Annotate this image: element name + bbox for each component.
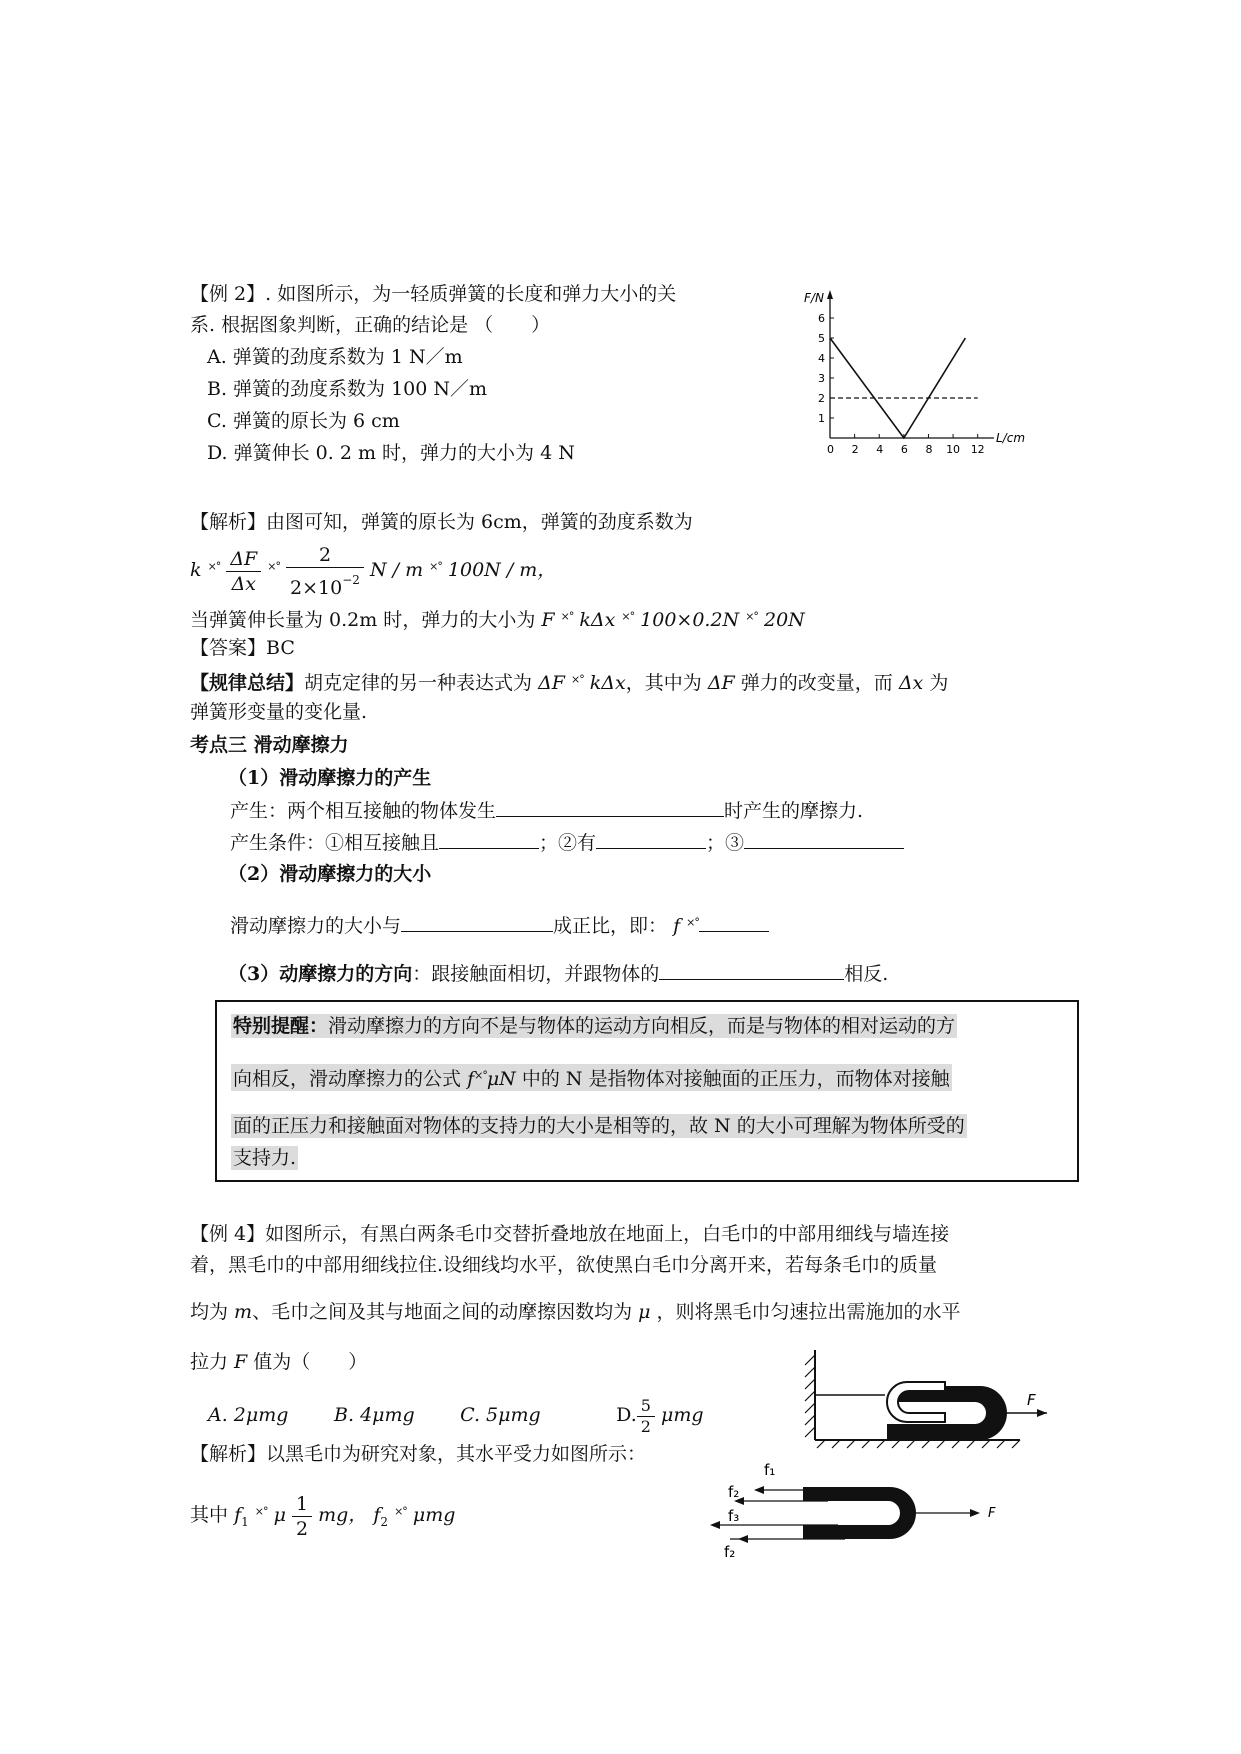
note-line4: 支持力. xyxy=(233,1147,297,1169)
note-line1: 特别提醒：滑动摩擦力的方向不是与物体的运动方向相反，而是与物体的相对运动的方 xyxy=(233,1015,956,1037)
analysis2-line1: 【解析】由图可知，弹簧的原长为 6cm，弹簧的劲度系数为 xyxy=(190,511,693,533)
y-tick-label: 2 xyxy=(818,392,825,405)
fig2-force-label: F xyxy=(988,1506,996,1521)
y-tick-label: 3 xyxy=(818,372,825,385)
blank-formula xyxy=(699,913,769,932)
analysis2-rule-line1: 【规律总结】胡克定律的另一种表达式为 ΔF ×° kΔx，其中为 ΔF 弹力的改变量，而 Δx 为 xyxy=(190,672,949,694)
fig1-force-label: F xyxy=(1027,1391,1036,1409)
x-tick-label: 8 xyxy=(925,443,933,456)
example4-line1: 【例 4】如图所示，有黑白两条毛巾交替折叠地放在地面上，白毛巾的中部用细线与墙连接 xyxy=(190,1223,950,1245)
example4-line4: 拉力 F 值为（ ） xyxy=(190,1351,368,1373)
special-reminder-box xyxy=(215,1000,1079,1182)
blank-direction xyxy=(659,961,844,980)
example2-option-c: C. 弹簧的原长为 6 cm xyxy=(207,410,400,432)
section3-conditions: 产生条件：①相互接触且 ；②有 ；③ xyxy=(230,830,904,855)
example4-line2: 着，黑毛巾的中部用细线拉住.设细线均水平，欲使黑白毛巾分离开来，若每条毛巾的质量 xyxy=(190,1254,938,1276)
example2-line1: 【例 2】. 如图所示，为一轻质弹簧的长度和弹力大小的关 xyxy=(190,283,677,305)
blank-condition-2 xyxy=(596,830,706,849)
analysis4-line2: 其中 $f_1$ ×° μ $\frac{1}{2}$ mg， $f_2$ ×° μmg xyxy=(190,1492,456,1540)
note-line3: 面的正压力和接触面对物体的支持力的大小是相等的，故 N 的大小可理解为物体所受的 xyxy=(233,1115,965,1137)
blank-condition-1 xyxy=(439,830,539,849)
analysis2-k-formula: k ×° $\frac{\Delta F}{\Delta x}$ ×° $\frac{2}{2\times 10^{-2}}$ N / m ×° 100N / m， xyxy=(190,543,557,599)
example4-options xyxy=(208,1388,704,1442)
example4-option-a: A. 2μmg xyxy=(208,1404,289,1426)
x-tick-label: 4 xyxy=(876,443,884,456)
y-tick-label: 1 xyxy=(818,412,825,425)
note-line2: 向相反，滑动摩擦力的公式 f×°μN 中的 N 是指物体对接触面的正压力，而物体对接触 xyxy=(231,1064,952,1091)
fig2-f1-label: f₁ xyxy=(764,1461,776,1479)
y-axis-arrow xyxy=(827,290,833,299)
fig2-f3-label: f₃ xyxy=(728,1507,740,1525)
section3-direction: （3）动摩擦力的方向：跟接触面相切，并跟物体的 相反. xyxy=(228,963,889,985)
fraction-delta-f-over-delta-x: $\frac{\Delta F}{\Delta x}$ xyxy=(226,547,261,596)
blank-size xyxy=(401,913,553,932)
example4-option-d: D. $\frac{5}{2}$ μmg xyxy=(616,1395,704,1436)
y-tick-label: 5 xyxy=(818,332,825,345)
section3-size: 滑动摩擦力的大小与 成正比，即： f ×° xyxy=(230,911,769,938)
analysis2-rule-line2: 弹簧形变量的变化量. xyxy=(190,701,368,723)
example4-option-c: C. 5μmg xyxy=(460,1404,541,1426)
blank-generation xyxy=(496,798,724,817)
towel-diagram xyxy=(805,1345,1055,1450)
fig2-f2a-label: f₂ xyxy=(728,1483,740,1501)
section3-generation: 产生：两个相互接触的物体发生 时产生的摩擦力. xyxy=(230,800,864,822)
example4-option-b: B. 4μmg xyxy=(334,1404,415,1426)
section3-title: 考点三 滑动摩擦力 xyxy=(190,734,349,756)
x-tick-label: 2 xyxy=(851,443,859,456)
force-length-line xyxy=(830,338,965,438)
fig2-f2b-arrowhead xyxy=(736,1528,756,1548)
x-tick-label: 6 xyxy=(900,443,908,456)
analysis2-line3: 当弹簧伸长量为 0.2m 时，弹力的大小为 F ×° kΔx ×° 100×0.2N ×° 20N xyxy=(190,609,805,631)
section3-sub2: （2）滑动摩擦力的大小 xyxy=(228,863,432,885)
force-diagram xyxy=(718,1455,1018,1565)
analysis4-line1: 【解析】以黑毛巾为研究对象，其水平受力如图所示： xyxy=(190,1443,647,1465)
equals-glyph: ×° xyxy=(207,560,221,573)
example4-line3: 均为 m、毛巾之间及其与地面之间的动摩擦因数均为 μ ，则将黑毛巾匀速拉出需施加的水平 xyxy=(190,1301,961,1323)
x-tick-label: 12 xyxy=(970,443,985,456)
y-tick-label: 4 xyxy=(818,352,825,365)
x-axis-label: L/cm xyxy=(996,431,1026,445)
example2-option-d: D. 弹簧伸长 0. 2 m 时，弹力的大小为 4 N xyxy=(207,442,575,464)
example2-line2: 系. 根据图象判断，正确的结论是 （ ） xyxy=(190,314,551,336)
spring-force-chart xyxy=(800,290,1026,470)
y-axis-label: F/N xyxy=(804,291,824,305)
fraction-2-over-2e-2: $\frac{2}{2\times 10^{-2}}$ xyxy=(286,543,364,600)
fig2-f2b-label: f₂ xyxy=(724,1543,736,1561)
blank-condition-3 xyxy=(744,830,904,849)
example2-option-b: B. 弹簧的劲度系数为 100 N／m xyxy=(207,378,488,400)
y-tick-label: 6 xyxy=(818,312,825,325)
x-tick-label: 0 xyxy=(827,443,834,456)
section3-sub1: （1）滑动摩擦力的产生 xyxy=(228,767,432,789)
example2-option-a: A. 弹簧的劲度系数为 1 N／m xyxy=(207,346,463,368)
analysis2-answer: 【答案】BC xyxy=(190,637,295,659)
k-symbol: k xyxy=(190,559,202,581)
x-tick-label: 10 xyxy=(946,443,961,456)
